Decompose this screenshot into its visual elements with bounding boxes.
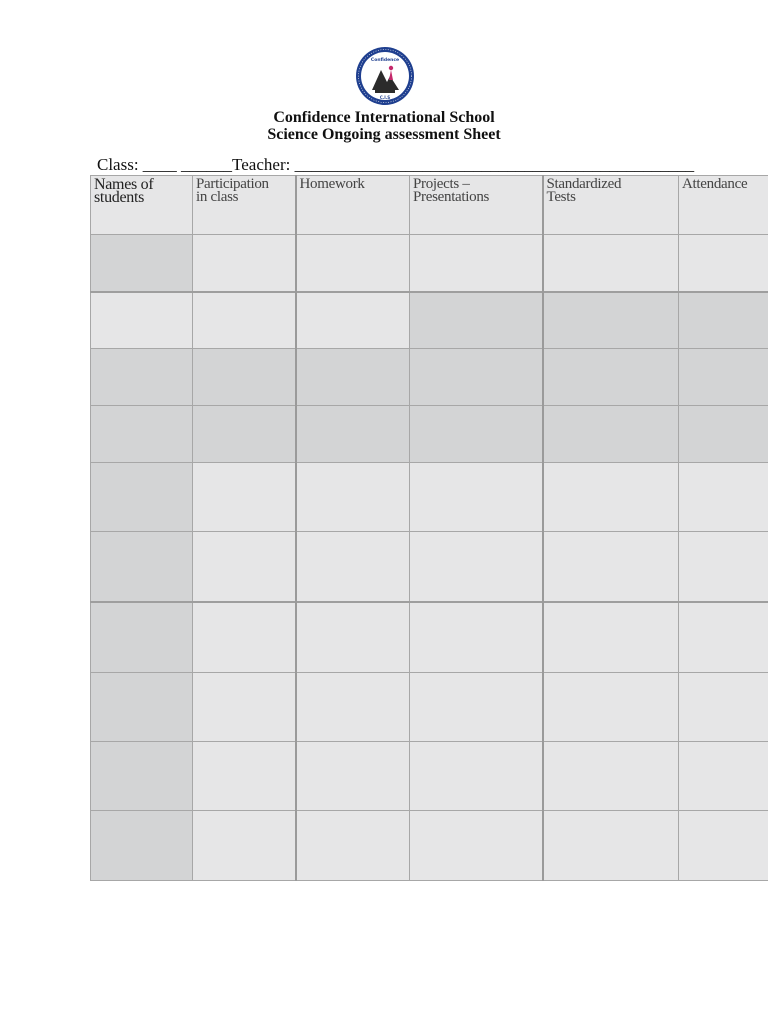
table-cell[interactable] bbox=[410, 349, 543, 406]
table-cell[interactable] bbox=[543, 532, 679, 602]
table-cell[interactable] bbox=[193, 672, 296, 741]
header-projects-presentations: Projects – Presentations bbox=[410, 176, 543, 235]
table-cell[interactable] bbox=[91, 532, 193, 602]
table-cell[interactable] bbox=[193, 406, 296, 463]
table-cell[interactable] bbox=[91, 406, 193, 463]
logo-bottom-text: C.I.S bbox=[379, 95, 391, 100]
table-cell[interactable] bbox=[193, 810, 296, 880]
table-row bbox=[91, 810, 768, 880]
table-row bbox=[91, 463, 768, 532]
table-cell[interactable] bbox=[91, 602, 193, 672]
table-cell[interactable] bbox=[193, 602, 296, 672]
table-cell[interactable] bbox=[410, 292, 543, 349]
header-standardized-tests: Standardized Tests bbox=[543, 176, 679, 235]
table-cell[interactable] bbox=[543, 672, 679, 741]
table-row bbox=[91, 532, 768, 602]
table-cell[interactable] bbox=[410, 602, 543, 672]
table-cell[interactable] bbox=[543, 602, 679, 672]
table-row bbox=[91, 672, 768, 741]
table-cell[interactable] bbox=[296, 602, 410, 672]
table-cell[interactable] bbox=[91, 463, 193, 532]
table-cell[interactable] bbox=[193, 349, 296, 406]
table-cell[interactable] bbox=[296, 292, 410, 349]
header-names-of-students: Names of students bbox=[91, 176, 193, 235]
table-cell[interactable] bbox=[91, 235, 193, 292]
table-cell[interactable] bbox=[193, 235, 296, 292]
table-cell[interactable] bbox=[410, 672, 543, 741]
table-cell[interactable] bbox=[410, 741, 543, 810]
class-teacher-line: Class: ____ ______Teacher: _______________________________________________ bbox=[97, 155, 695, 174]
table-cell[interactable] bbox=[679, 602, 768, 672]
table-row bbox=[91, 292, 768, 349]
table-row bbox=[91, 406, 768, 463]
school-name: Confidence International School bbox=[273, 109, 495, 126]
table-cell[interactable] bbox=[296, 235, 410, 292]
table-cell[interactable] bbox=[193, 292, 296, 349]
table-cell[interactable] bbox=[296, 349, 410, 406]
table-cell[interactable] bbox=[296, 810, 410, 880]
table-cell[interactable] bbox=[410, 810, 543, 880]
table-cell[interactable] bbox=[679, 672, 768, 741]
table-cell[interactable] bbox=[193, 741, 296, 810]
table-cell[interactable] bbox=[410, 406, 543, 463]
table-cell[interactable] bbox=[543, 292, 679, 349]
sheet-title: Science Ongoing assessment Sheet bbox=[267, 126, 501, 143]
table-cell[interactable] bbox=[296, 672, 410, 741]
table-cell[interactable] bbox=[679, 235, 768, 292]
table-cell[interactable] bbox=[679, 741, 768, 810]
table-row bbox=[91, 235, 768, 292]
table-cell[interactable] bbox=[543, 810, 679, 880]
table-row bbox=[91, 741, 768, 810]
table-cell[interactable] bbox=[543, 406, 679, 463]
table-cell[interactable] bbox=[410, 463, 543, 532]
table-cell[interactable] bbox=[296, 463, 410, 532]
table-cell[interactable] bbox=[543, 741, 679, 810]
table-cell[interactable] bbox=[91, 810, 193, 880]
table-cell[interactable] bbox=[679, 463, 768, 532]
table-cell[interactable] bbox=[296, 406, 410, 463]
table-cell[interactable] bbox=[296, 741, 410, 810]
table-cell[interactable] bbox=[91, 741, 193, 810]
table-cell[interactable] bbox=[296, 532, 410, 602]
table-row bbox=[91, 349, 768, 406]
table-cell[interactable] bbox=[679, 810, 768, 880]
table-cell[interactable] bbox=[410, 532, 543, 602]
table-cell[interactable] bbox=[679, 532, 768, 602]
table-cell[interactable] bbox=[91, 292, 193, 349]
school-logo bbox=[355, 46, 415, 106]
header-participation: Participation in class bbox=[193, 176, 296, 235]
table-header-row bbox=[91, 176, 768, 235]
header-homework: Homework bbox=[296, 176, 410, 235]
table-cell[interactable] bbox=[543, 349, 679, 406]
table-cell[interactable] bbox=[543, 463, 679, 532]
header-attendance: Attendance bbox=[679, 176, 768, 235]
table-cell[interactable] bbox=[410, 235, 543, 292]
table-cell[interactable] bbox=[679, 349, 768, 406]
table-cell[interactable] bbox=[679, 292, 768, 349]
assessment-table bbox=[90, 175, 768, 881]
table-cell[interactable] bbox=[679, 406, 768, 463]
table-cell[interactable] bbox=[91, 349, 193, 406]
table-row bbox=[91, 602, 768, 672]
logo-top-text: Confidence bbox=[370, 58, 400, 63]
table-cell[interactable] bbox=[193, 463, 296, 532]
table-cell[interactable] bbox=[91, 672, 193, 741]
table-cell[interactable] bbox=[543, 235, 679, 292]
table-cell[interactable] bbox=[193, 532, 296, 602]
